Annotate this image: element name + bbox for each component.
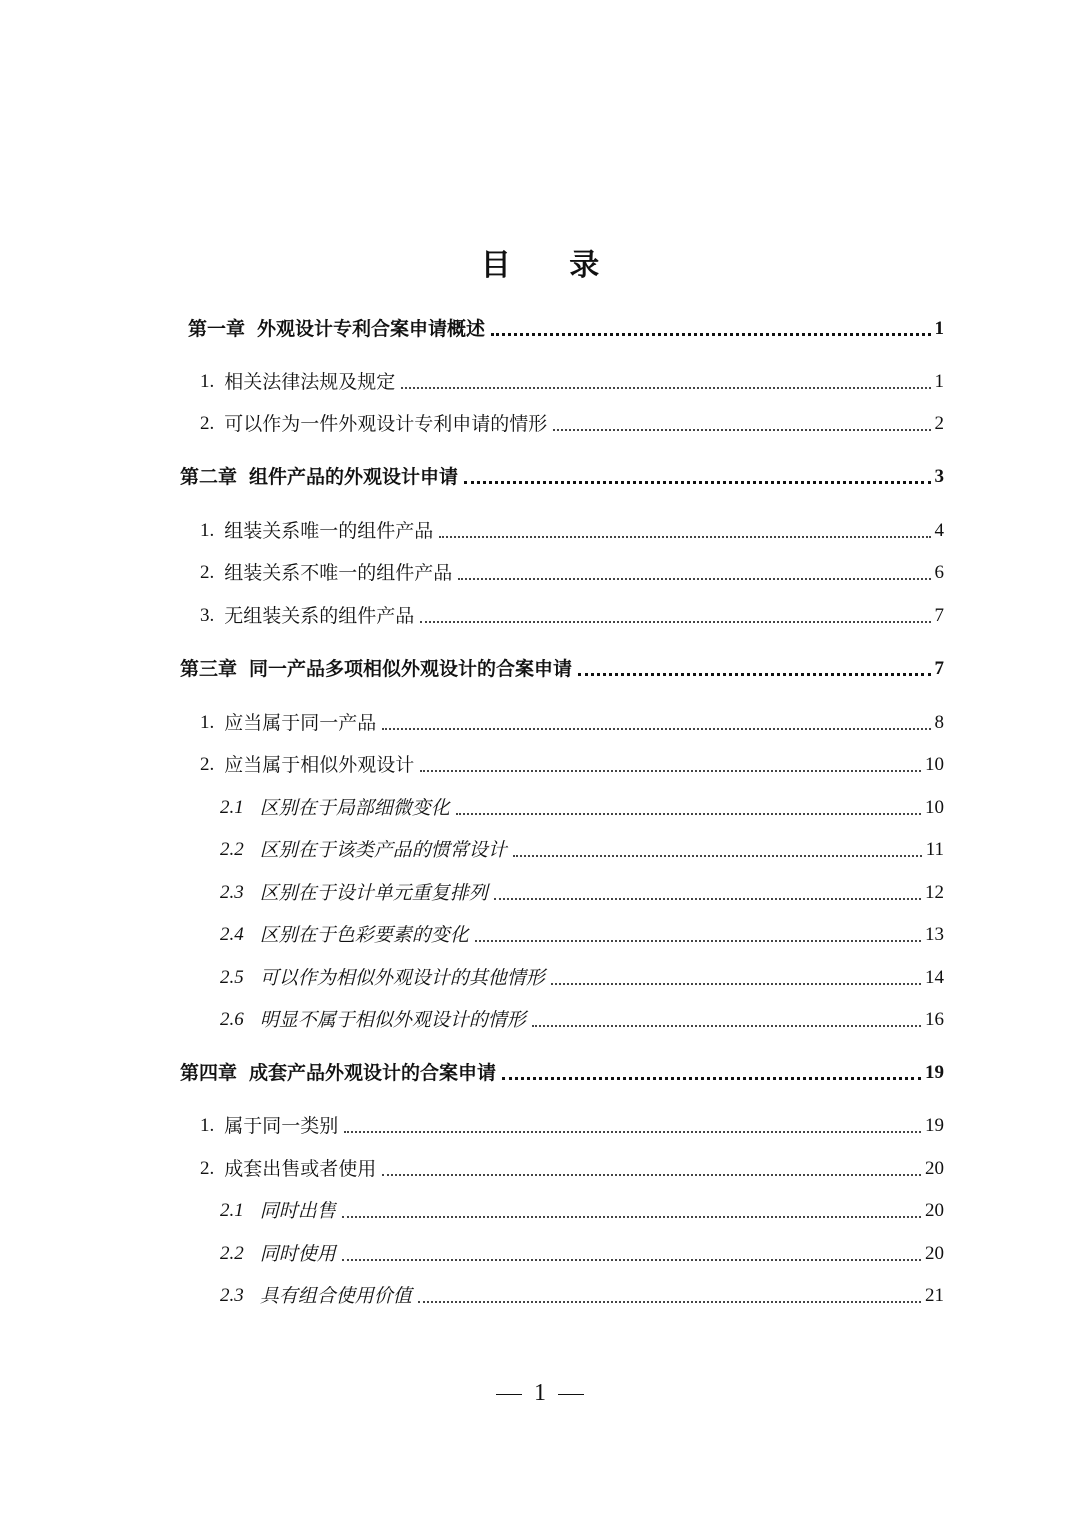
toc-number: 第四章 — [180, 1062, 238, 1084]
toc-number: 第二章 — [180, 466, 238, 488]
dot-leader — [491, 333, 930, 336]
toc-label: 区别在于该类产品的惯常设计 — [259, 839, 507, 861]
toc-section-3-1[interactable] — [200, 704, 944, 738]
toc-section-2-3[interactable] — [200, 597, 944, 631]
toc-page-number: 10 — [925, 797, 944, 818]
toc-chapter-4[interactable] — [180, 1054, 944, 1088]
toc-label: 属于同一类别 — [224, 1115, 339, 1137]
dot-leader — [342, 1216, 921, 1218]
toc-page-number: 4 — [934, 520, 944, 541]
toc-label: 可以作为相似外观设计的其他情形 — [259, 967, 545, 989]
dot-leader — [532, 1025, 921, 1027]
toc-label: 组装关系唯一的组件产品 — [224, 520, 434, 542]
toc-number: 2.2 — [220, 1243, 244, 1264]
toc-subsection-3-2-3[interactable] — [220, 874, 944, 908]
toc-number: 2. — [200, 562, 215, 583]
toc-subsection-3-2-5[interactable] — [220, 959, 944, 993]
toc-label: 同时使用 — [259, 1243, 336, 1265]
dot-leader — [439, 536, 930, 538]
toc-page-number: 14 — [925, 967, 944, 988]
dot-leader — [513, 855, 922, 857]
toc-section-1-1[interactable] — [200, 363, 944, 397]
document-title: 目 录 — [480, 248, 624, 283]
toc-number: 2.3 — [220, 1285, 244, 1306]
toc-label: 成套产品外观设计的合案申请 — [249, 1062, 497, 1084]
toc-section-1-2[interactable] — [200, 405, 944, 439]
dot-leader — [420, 621, 930, 623]
dot-leader — [418, 1301, 921, 1303]
dot-leader — [344, 1131, 921, 1133]
page-footer — [0, 1375, 1080, 1411]
toc-label: 相关法律法规及规定 — [224, 371, 396, 393]
toc-page-number: 13 — [925, 924, 944, 945]
dot-leader — [464, 481, 930, 484]
toc-number: 2. — [200, 754, 215, 775]
toc-label: 外观设计专利合案申请概述 — [257, 318, 486, 340]
dot-leader — [475, 940, 921, 942]
dot-leader — [342, 1259, 921, 1261]
toc-subsection-4-2-1[interactable] — [220, 1192, 944, 1226]
toc-label: 可以作为一件外观设计专利申请的情形 — [224, 413, 548, 435]
dot-leader — [551, 983, 921, 985]
toc-page-number: 20 — [925, 1200, 944, 1221]
toc-label: 无组装关系的组件产品 — [224, 605, 415, 627]
dot-leader — [420, 770, 921, 772]
toc-page-number: 6 — [934, 562, 944, 583]
toc-chapter-2[interactable] — [180, 458, 944, 492]
toc-section-2-2[interactable] — [200, 554, 944, 588]
toc-page-number: 11 — [925, 839, 944, 860]
toc-subsection-3-2-4[interactable] — [220, 916, 944, 950]
toc-number: 1. — [200, 712, 215, 733]
toc-number: 1. — [200, 520, 215, 541]
toc-page-number: 2 — [934, 413, 944, 434]
toc-section-2-1[interactable] — [200, 512, 944, 546]
toc-subsection-4-2-2[interactable] — [220, 1235, 944, 1269]
toc-number: 3. — [200, 605, 215, 626]
toc-section-4-2[interactable] — [200, 1150, 944, 1184]
toc-label: 明显不属于相似外观设计的情形 — [259, 1009, 526, 1031]
toc-page-number: 1 — [934, 371, 944, 392]
dot-leader — [458, 578, 930, 580]
toc-number: 2.2 — [220, 839, 244, 860]
toc-number: 2.1 — [220, 1200, 244, 1221]
toc-page-number: 7 — [934, 605, 944, 626]
toc-page-number: 12 — [925, 882, 944, 903]
dot-leader — [494, 898, 921, 900]
toc-page-number: 8 — [934, 712, 944, 733]
toc-number: 2. — [200, 413, 215, 434]
dot-leader — [382, 1174, 921, 1176]
toc-subsection-3-2-6[interactable] — [220, 1001, 944, 1035]
toc-subsection-4-2-3[interactable] — [220, 1277, 944, 1311]
toc-page-number: 20 — [925, 1158, 944, 1179]
toc-label: 同一产品多项相似外观设计的合案申请 — [249, 658, 573, 680]
dot-leader — [401, 387, 930, 389]
toc-page-number: 20 — [925, 1243, 944, 1264]
toc-label: 组装关系不唯一的组件产品 — [224, 562, 453, 584]
toc-number: 2. — [200, 1158, 215, 1179]
dot-leader — [456, 813, 921, 815]
toc-chapter-1[interactable] — [188, 310, 944, 344]
toc-subsection-3-2-1[interactable] — [220, 789, 944, 823]
toc-page-number: 10 — [925, 754, 944, 775]
toc-label: 同时出售 — [259, 1200, 336, 1222]
toc-label: 应当属于相似外观设计 — [224, 754, 415, 776]
dot-leader — [502, 1077, 921, 1080]
toc-number: 2.3 — [220, 882, 244, 903]
page-number: 1 — [534, 1380, 546, 1406]
toc-number: 2.4 — [220, 924, 244, 945]
toc-label: 区别在于设计单元重复排列 — [259, 882, 488, 904]
toc-subsection-3-2-2[interactable] — [220, 831, 944, 865]
toc-label: 成套出售或者使用 — [224, 1158, 377, 1180]
toc-page-number: 19 — [925, 1115, 944, 1136]
toc-page-number: 16 — [925, 1009, 944, 1030]
toc-section-4-1[interactable] — [200, 1107, 944, 1141]
toc-number: 1. — [200, 371, 215, 392]
toc-chapter-3[interactable] — [180, 650, 944, 684]
footer-dash-left — [496, 1394, 522, 1395]
toc-number: 2.6 — [220, 1009, 244, 1030]
toc-page-number: 3 — [934, 466, 944, 487]
toc-label: 具有组合使用价值 — [259, 1285, 412, 1307]
dot-leader — [578, 673, 930, 676]
toc-label: 应当属于同一产品 — [224, 712, 377, 734]
toc-number: 第三章 — [180, 658, 238, 680]
toc-label: 组件产品的外观设计申请 — [249, 466, 459, 488]
toc-page-number: 21 — [925, 1285, 944, 1306]
toc-label: 区别在于色彩要素的变化 — [259, 924, 469, 946]
toc-label: 区别在于局部细微变化 — [259, 797, 450, 819]
toc-page-number: 7 — [934, 658, 944, 679]
toc-page-number: 19 — [925, 1062, 944, 1083]
footer-dash-right — [558, 1394, 584, 1395]
toc-number: 2.5 — [220, 967, 244, 988]
toc-number: 2.1 — [220, 797, 244, 818]
dot-leader — [553, 429, 930, 431]
dot-leader — [382, 728, 930, 730]
toc-number: 1. — [200, 1115, 215, 1136]
toc-page-number: 1 — [934, 318, 944, 339]
toc-number: 第一章 — [188, 318, 246, 340]
toc-section-3-2[interactable] — [200, 746, 944, 780]
